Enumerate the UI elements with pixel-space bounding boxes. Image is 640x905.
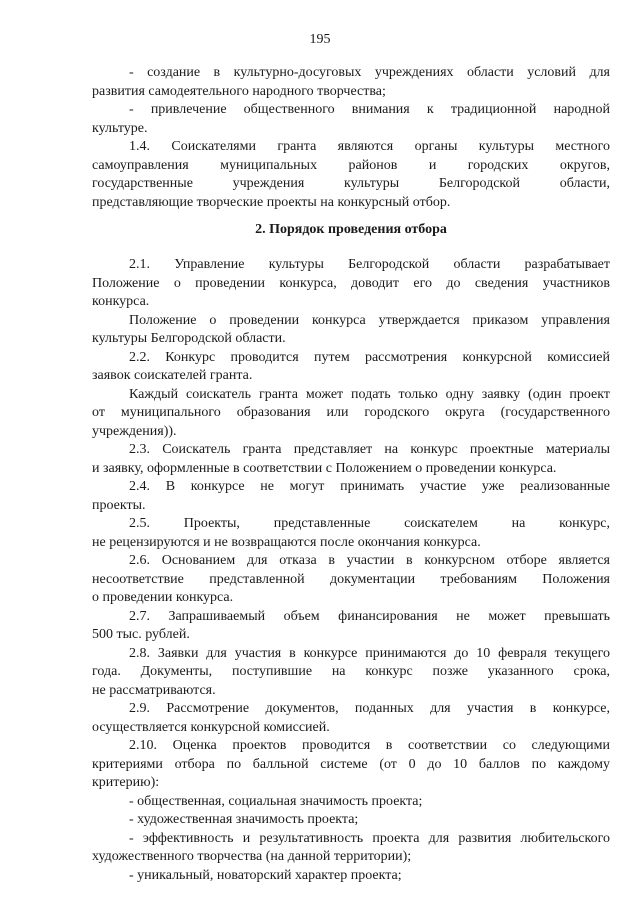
section-body bbox=[92, 256, 610, 885]
text-line: конкурса. bbox=[92, 294, 150, 309]
paragraph bbox=[92, 737, 610, 793]
paragraph bbox=[92, 552, 610, 608]
text-line: Каждый соискатель гранта может подать только одну заявку (один проект bbox=[129, 386, 610, 402]
section-title: 2. Порядок проведения отбора bbox=[255, 222, 447, 237]
paragraph bbox=[92, 515, 610, 552]
text-line: 2.4. В конкурсе не могут принимать участие уже реализованные bbox=[129, 479, 610, 494]
text-line: 2.9. Рассмотрение документов, поданных для участия в конкурсе, bbox=[129, 701, 610, 716]
paragraph bbox=[92, 811, 610, 830]
paragraph bbox=[92, 700, 610, 737]
paragraph bbox=[92, 349, 610, 386]
text-line: самоуправления муниципальных районов и городских округов, bbox=[92, 157, 610, 173]
text-line: - привлечение общественного внимания к традиционной народной bbox=[129, 102, 610, 117]
paragraph bbox=[92, 793, 610, 812]
text-line: осуществляется конкурсной комиссией. bbox=[92, 719, 330, 735]
paragraph bbox=[92, 312, 610, 349]
text-line: и заявку, оформленные в соответствии с Положением о проведении конкурса. bbox=[92, 460, 557, 476]
section-heading bbox=[92, 221, 610, 239]
text-line: 2.6. Основанием для отказа в участии в конкурсном отборе является bbox=[129, 553, 610, 568]
text-line: культуры Белгородской области. bbox=[92, 331, 286, 346]
paragraph bbox=[92, 478, 610, 515]
paragraph bbox=[92, 867, 610, 886]
text-line: 2.8. Заявки для участия в конкурсе принимаются до 10 февраля текущего bbox=[129, 645, 610, 661]
text-line: 2.2. Конкурс проводится путем рассмотрения конкурсной комиссией bbox=[129, 349, 610, 365]
paragraph bbox=[92, 101, 610, 138]
text-line: - художественная значимость проекта; bbox=[129, 812, 359, 827]
text-line: - уникальный, новаторский характер проекта; bbox=[129, 867, 402, 883]
paragraph bbox=[92, 645, 610, 701]
text-line: культуре. bbox=[92, 120, 148, 136]
text-line: 2.10. Оценка проектов проводится в соответствии со следующими bbox=[129, 738, 610, 753]
text-line: - общественная, социальная значимость проекта; bbox=[129, 793, 423, 809]
text-line: - создание в культурно-досуговых учреждениях области условий для bbox=[129, 65, 610, 80]
text-line: критериями отбора по балльной системе (от 0 до 10 баллов по каждому bbox=[92, 756, 610, 772]
text-line: Положение о проведении конкурса, доводит его до сведения участников bbox=[92, 275, 610, 291]
text-line: художественного творчества (на данной территории); bbox=[92, 849, 412, 864]
text-line: года. Документы, поступившие на конкурс позже указанного срока, bbox=[92, 664, 610, 679]
text-line: Положение о проведении конкурса утверждается приказом управления bbox=[129, 312, 610, 328]
text-line: 2.1. Управление культуры Белгородской области разрабатывает bbox=[129, 257, 610, 272]
paragraph bbox=[92, 256, 610, 312]
paragraph bbox=[92, 608, 610, 645]
text-line: не рецензируются и не возвращаются после окончания конкурса. bbox=[92, 534, 481, 550]
text-line: 2.5. Проекты, представленные соискателем на конкурс, bbox=[129, 516, 610, 531]
text-line: критерию): bbox=[92, 775, 160, 790]
text-line: - эффективность и результативность проекта для развития любительского bbox=[129, 830, 610, 846]
text-line: 500 тыс. рублей. bbox=[92, 627, 190, 642]
paragraph bbox=[92, 386, 610, 442]
text-line: государственные учреждения культуры Белгородской области, bbox=[92, 176, 610, 191]
text-line: представляющие творческие проекты на конкурсный отбор. bbox=[92, 194, 451, 210]
paragraph bbox=[92, 441, 610, 478]
text-line: 1.4. Соискателями гранта являются органы культуры местного bbox=[129, 139, 610, 154]
text-line: учреждения)). bbox=[92, 423, 177, 439]
text-line: не рассматриваются. bbox=[92, 682, 216, 698]
text-line: проекты. bbox=[92, 497, 146, 513]
paragraph bbox=[92, 138, 610, 212]
paragraph bbox=[92, 64, 610, 101]
text-line: 2.3. Соискатель гранта представляет на конкурс проектные материалы bbox=[129, 442, 610, 457]
text-line: от муниципального образования или городского округа (государственного bbox=[92, 405, 610, 420]
text-line: заявок соискателей гранта. bbox=[92, 368, 253, 383]
page-number: 195 bbox=[309, 32, 331, 47]
paragraph bbox=[92, 830, 610, 867]
intro-text bbox=[92, 64, 610, 212]
text-line: о проведении конкурса. bbox=[92, 590, 234, 605]
text-line: 2.7. Запрашиваемый объем финансирования не может превышать bbox=[129, 608, 610, 624]
text-line: несоответствие представленной документации требованиям Положения bbox=[92, 571, 610, 587]
text-line: развития самодеятельного народного творчества; bbox=[92, 83, 386, 99]
